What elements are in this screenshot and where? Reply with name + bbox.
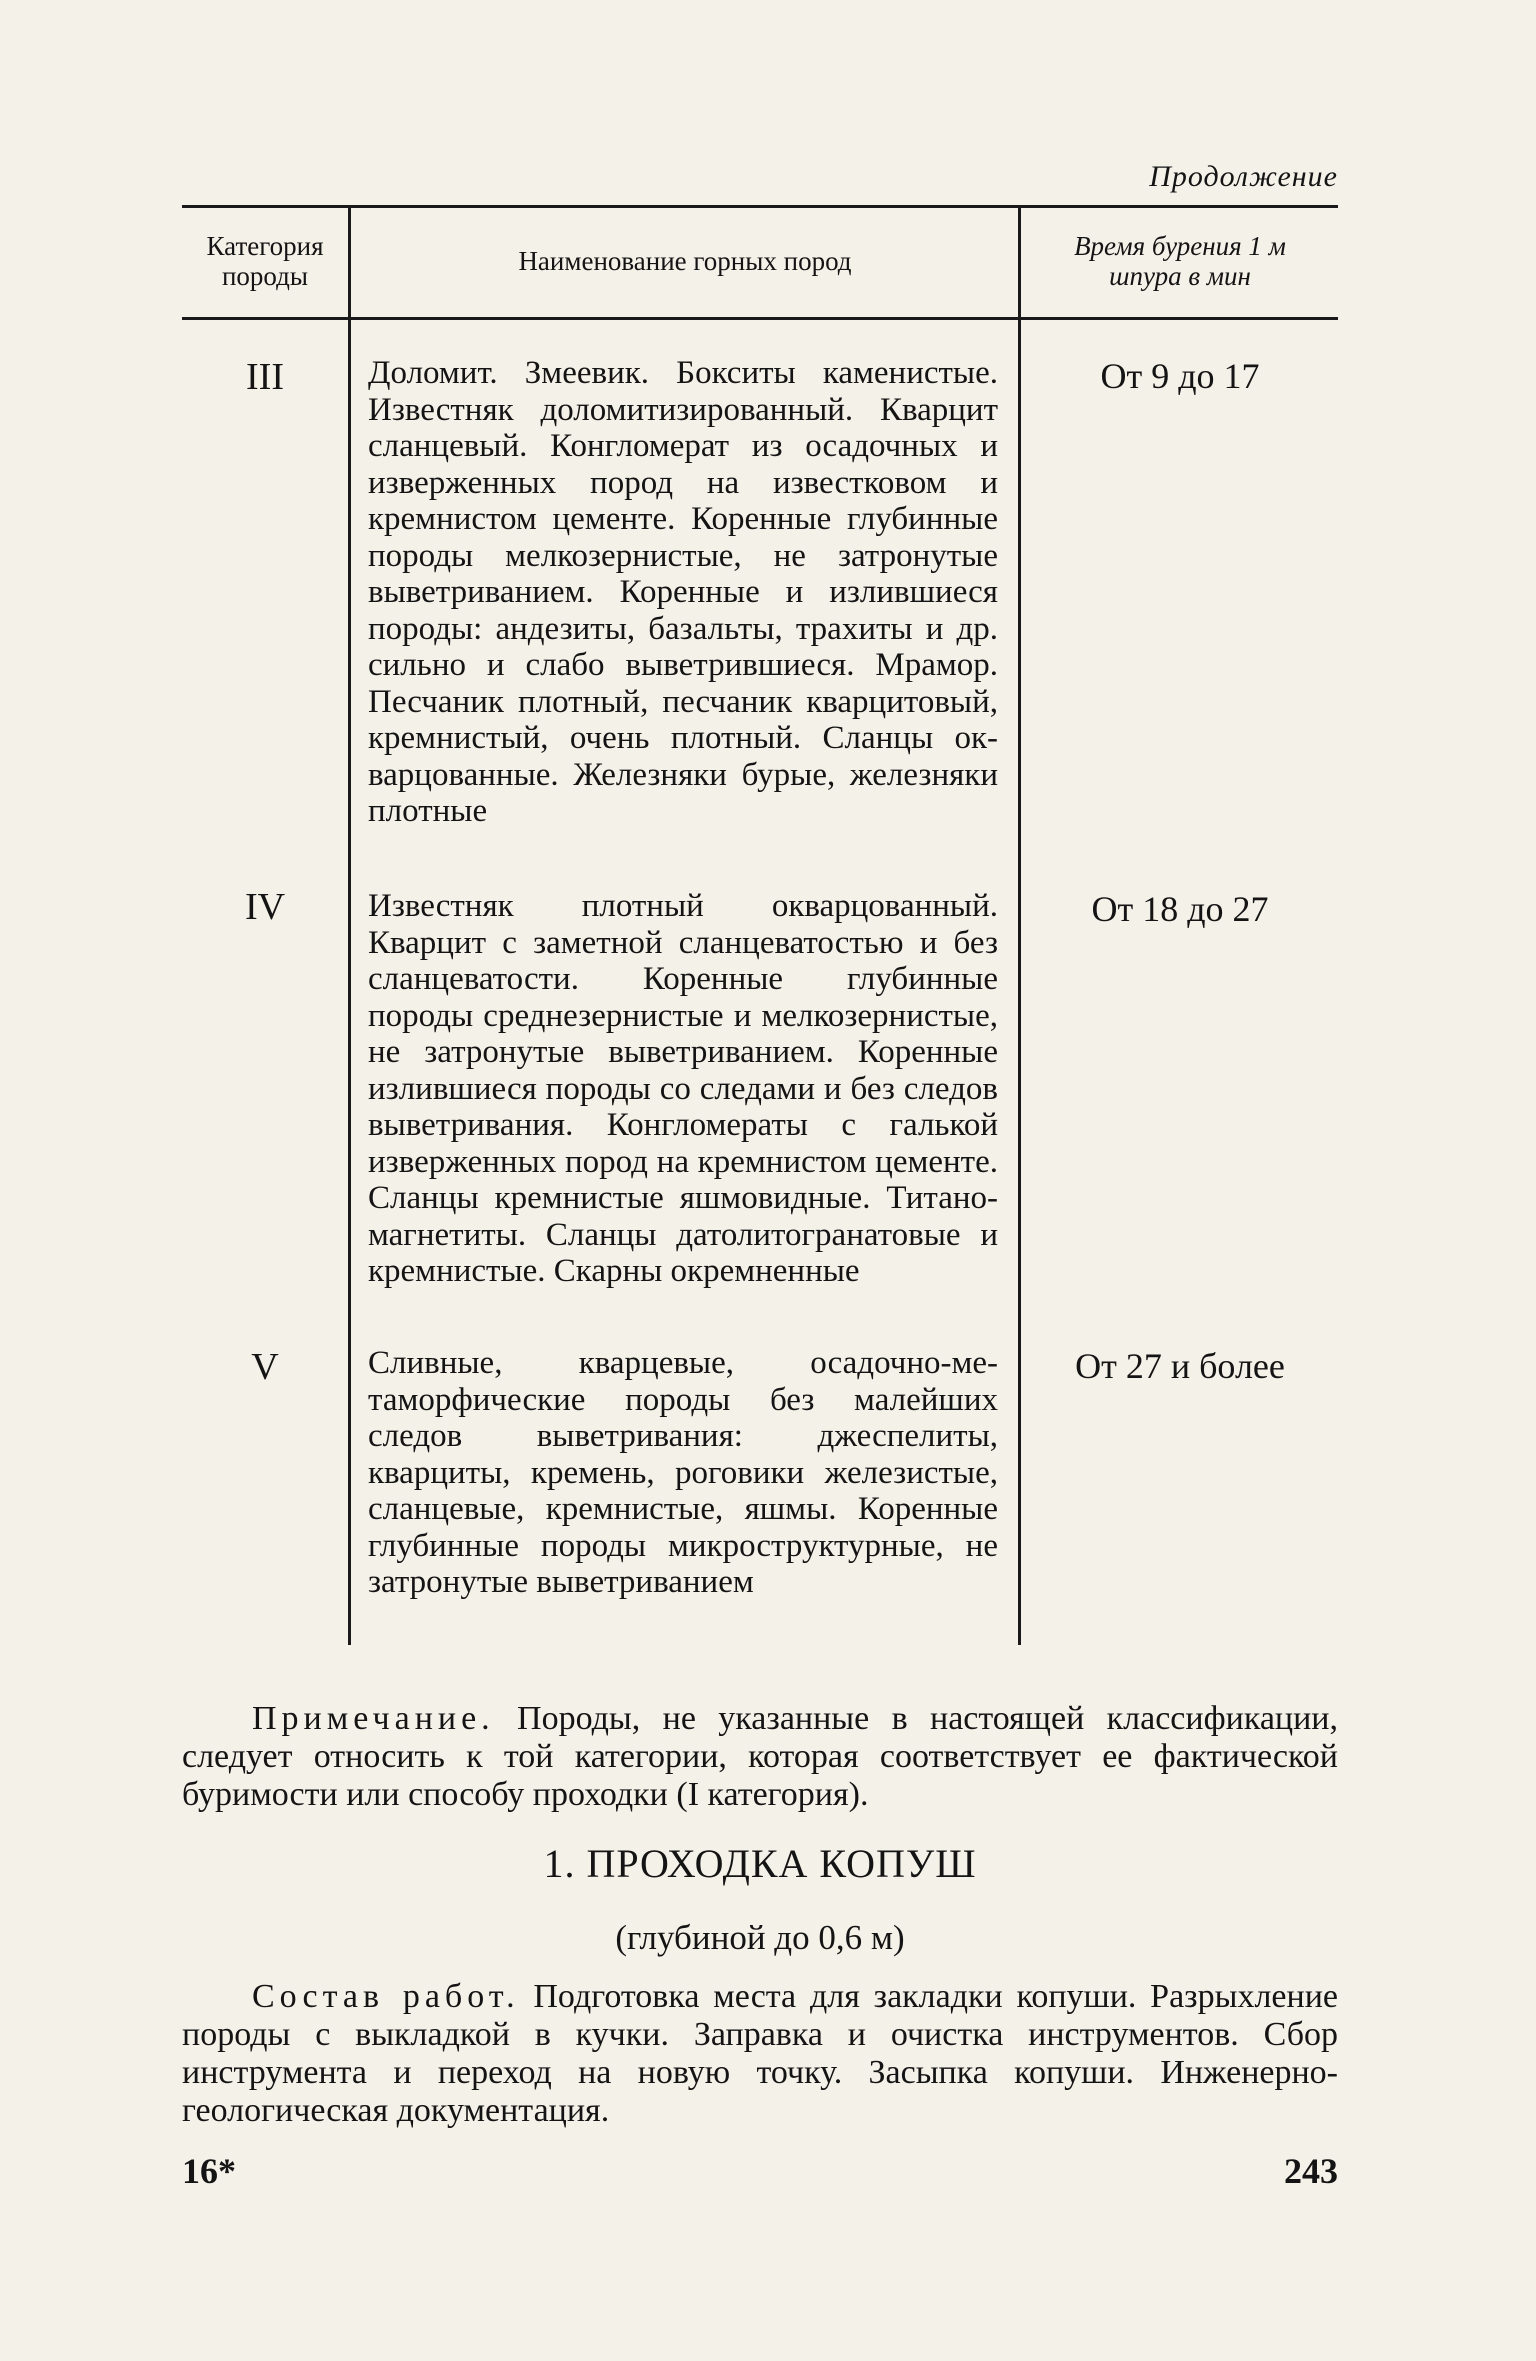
header-rock-name-text: Наименование горных пород [518, 246, 852, 276]
table-row-category: IV [244, 886, 286, 928]
table-row-drill-time: От 9 до 17 [1100, 356, 1260, 396]
signature-mark: 16* [182, 2151, 236, 2191]
header-drill-time-text: Время бурения 1 м шпура в мин [1074, 231, 1286, 291]
header-rock-name [352, 205, 1018, 317]
table-column-divider [348, 205, 351, 1645]
rock-category-table [182, 205, 1338, 1645]
table-row-category: V [251, 1346, 279, 1388]
section-title: 1. ПРОХОДКА КОПУШ [543, 1841, 977, 1886]
note-label: Примечание. [252, 1700, 495, 1737]
table-row-description: Известняк плотный окварцованный. Кварцит с заметной сланцеватостью и без сланцеватости. Коренные глубинные породы среднезернистые и мелкозернистые, не затронутые выветриванием. Коренные излившиеся породы со следами и без следов выветривания. Конгломераты с галькой изверженных пород на кремнистом цементе. Сланцы кремнистые яшмовидные. Титано-магнетиты. Сланцы датолитогранатовые и кремнистые. Скарны окремненные [368, 888, 998, 1289]
work-label: Состав работ. [252, 1978, 520, 2015]
table-column-divider [1018, 205, 1021, 1645]
table-header-rule [182, 317, 1338, 320]
work-text: Подготовка места для закладки копуши. Разрыхление породы с выкладкой в кучки. Заправка и очистка инструментов. Сбор инструмента и переход на новую точку. Засыпка копуши. Инженерно-геологическая документация. [182, 1978, 1339, 2129]
table-row-description: Доломит. Змеевик. Бокситы каменистые. Известняк доломитизированный. Кварцит сланцевый. Конгломерат из осадочных и изверженных пород на известковом и кремнистом цементе. Коренные глубинные породы мелкозернистые, не затронутые выветриванием. Коренные и излившиеся породы: андезиты, базальты, трахиты и др. сильно и слабо выветрившиеся. Мрамор. Песчаник плотный, песчаник кварцитовый, кремнистый, очень плотный. Сланцы окварцованные. Железняки бурые, железняки плотные [368, 355, 998, 829]
work-composition [182, 1978, 1338, 2130]
table-note [182, 1700, 1338, 1814]
header-category-text: Категория породы [206, 231, 324, 291]
table-row-category: III [246, 356, 284, 398]
table-row-drill-time: От 27 и более [1075, 1346, 1285, 1386]
page-number: 243 [1284, 2151, 1338, 2191]
table-row-description: Сливные, кварцевые, осадочно-метаморфические породы без малейших следов выветривания: джеспелиты, кварциты, кремень, роговики железистые, сланцевые, кремнистые, яшмы. Коренные глубинные породы микроструктурные, не затронутые выветриванием [368, 1345, 998, 1600]
header-category [182, 205, 348, 317]
continuation-label: Продолжение [1149, 160, 1338, 193]
header-drill-time [1022, 205, 1338, 317]
table-row-drill-time: От 18 до 27 [1091, 889, 1269, 929]
note-text: Породы, не указанные в настоящей классификации, следует относить к той категории, которая соответствует ее фактической буримости или способу проходки (I категория). [182, 1700, 1338, 1813]
section-subtitle: (глубиной до 0,6 м) [615, 1918, 905, 1957]
